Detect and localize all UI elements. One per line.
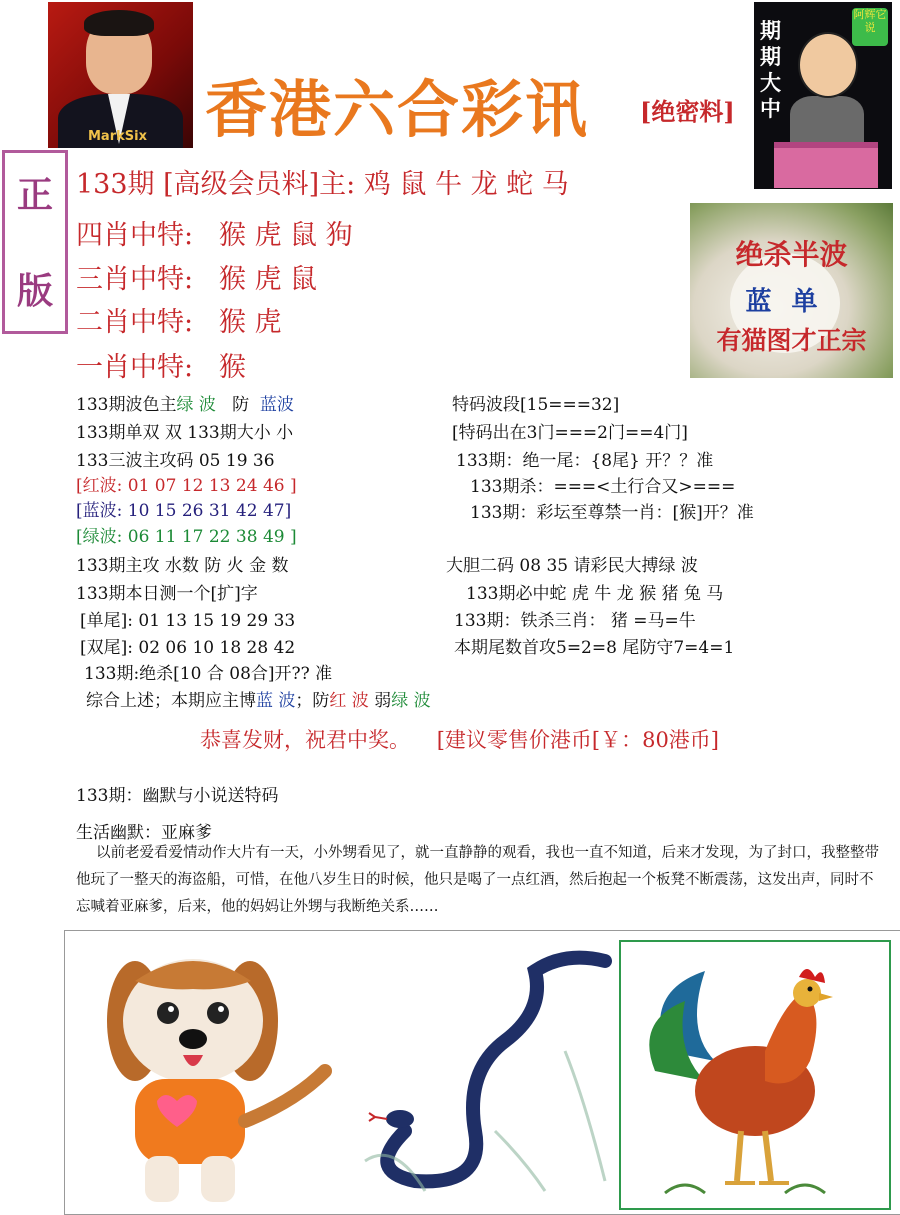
cat-box-line-3: 有猫图才正宗	[716, 326, 867, 355]
forbidden-line: 133期：彩坛至尊禁一肖：[猴]开？准	[470, 503, 754, 523]
three-wave-line: 133三波主攻码 05 19 36	[76, 451, 275, 471]
three-zodiac-value: 猴 虎 鼠	[218, 264, 318, 295]
cat-promo-box	[690, 203, 893, 378]
must-hit-line: 133期必中蛇 虎 牛 龙 猴 猪 兔 马	[466, 584, 724, 604]
members-line: 133期 [高级会员料]主: 鸡 鼠 牛 龙 蛇 马	[76, 169, 569, 200]
test-line: 133期本日测一个[扩]字	[76, 584, 258, 604]
hair-shape	[84, 10, 154, 36]
cartoon-face	[798, 32, 858, 98]
tail-attack-line: 本期尾数首攻5=2=8 尾防守7=4=1	[454, 638, 735, 658]
four-zodiac-label: 四肖中特:	[76, 220, 194, 251]
price-text: [建议零售价港币[￥：80港币]	[436, 728, 720, 752]
summary-main: 蓝 波	[256, 691, 296, 711]
two-zodiac-row	[76, 300, 281, 339]
wave-color-line	[76, 390, 294, 415]
one-zodiac-label: 一肖中特:	[76, 352, 194, 383]
three-zodiac-label: 三肖中特:	[76, 264, 194, 295]
double-tail-line: [双尾]: 02 06 10 18 28 42	[80, 638, 296, 658]
one-zodiac-value: 猴	[218, 352, 246, 383]
attack-line: 133期主攻 水数 防 火 金 数	[76, 556, 289, 576]
story-body: 以前老爱看爱情动作大片有一天，小外甥看见了，就一直静静的观看，我也一直不知道，后来才发现，为了封口，我整整带他玩了一整天的海盗船，可惜，在他八岁生日的时候，他只是喝了一点红酒，然后抱起一个板凳不断震荡，这发出声，同时不忘喊着亚麻爹，后来，他的妈妈让外甥与我断绝关系……	[76, 845, 879, 915]
three-zodiac-row	[76, 257, 317, 296]
cat-box-line-2: 蓝单	[745, 287, 838, 317]
summary-weak: 绿 波	[391, 691, 431, 711]
marksix-logo: MarkSix	[88, 129, 147, 144]
wave-guard-label: 防	[232, 395, 250, 415]
dog-illustration	[107, 959, 325, 1202]
wave-guard: 蓝波	[259, 395, 294, 415]
zodiac-pictures	[64, 930, 900, 1215]
host-photo	[48, 2, 193, 148]
wave-main: 绿 波	[176, 395, 216, 415]
summary-line	[86, 686, 431, 711]
green-wave-line: [绿波: 06 11 17 22 38 49 ]	[76, 527, 297, 547]
rooster-illustration	[620, 941, 890, 1209]
summary-sep-1: ；防	[295, 691, 330, 711]
summary-guard: 红 波	[329, 691, 369, 711]
tail-line: 133期：绝一尾：{8尾} 开？？准	[456, 451, 714, 471]
summary-prefix: 综合上述；本期应主博	[86, 691, 256, 711]
page-subtitle: [绝密料]	[640, 97, 735, 126]
two-code-line: 大胆二码 08 35 请彩民大搏绿 波	[446, 556, 698, 576]
story-subheading: 生活幽默：亚麻爹	[76, 823, 212, 843]
single-tail-line: [单尾]: 01 13 15 19 29 33	[80, 611, 296, 631]
red-wave-line: [红波: 01 07 12 13 24 46 ]	[76, 476, 297, 496]
cartoon-photo	[754, 2, 892, 189]
summary-sep-2: 弱	[368, 691, 392, 711]
four-zodiac-row	[76, 213, 353, 252]
door-line: [特码出在3门===2门==4门]	[452, 423, 688, 443]
zodiac-illustrations	[65, 931, 900, 1214]
odd-even-line: 133期单双 双 133期大小 小	[76, 423, 294, 443]
badge-char-2: 版	[16, 270, 53, 312]
kill-line: 133期:绝杀[10 合 08合]开?? 准	[84, 664, 333, 684]
four-zodiac-value: 猴 虎 鼠 狗	[218, 220, 353, 251]
cartoon-tag: 阿辉它说	[852, 8, 888, 46]
page-title: 香港六合彩讯	[205, 73, 590, 146]
congrats-line	[200, 724, 719, 754]
code-segment-line: 特码波段[15===32]	[452, 395, 620, 415]
genuine-badge	[2, 150, 68, 334]
wish-text: 恭喜发财，祝君中奖。	[200, 728, 410, 752]
one-zodiac-row	[76, 345, 246, 384]
cartoon-vertical-text: 期期大中	[760, 18, 781, 121]
snake-illustration	[365, 958, 605, 1191]
two-zodiac-label: 二肖中特:	[76, 307, 194, 338]
wave-prefix: 133期波色主	[76, 395, 177, 415]
iron-kill-line: 133期：铁杀三肖： 猪 =马=牛	[454, 611, 696, 631]
cartoon-table	[774, 142, 878, 188]
cat-box-line-1: 绝杀半波	[735, 238, 848, 271]
element-kill-line: 133期杀：===<土行合又>===	[470, 477, 736, 497]
badge-char-1: 正	[16, 174, 53, 216]
two-zodiac-value: 猴 虎	[218, 307, 282, 338]
story-heading: 133期：幽默与小说送特码	[76, 786, 279, 806]
blue-wave-line: [蓝波: 10 15 26 31 42 47]	[76, 501, 292, 521]
